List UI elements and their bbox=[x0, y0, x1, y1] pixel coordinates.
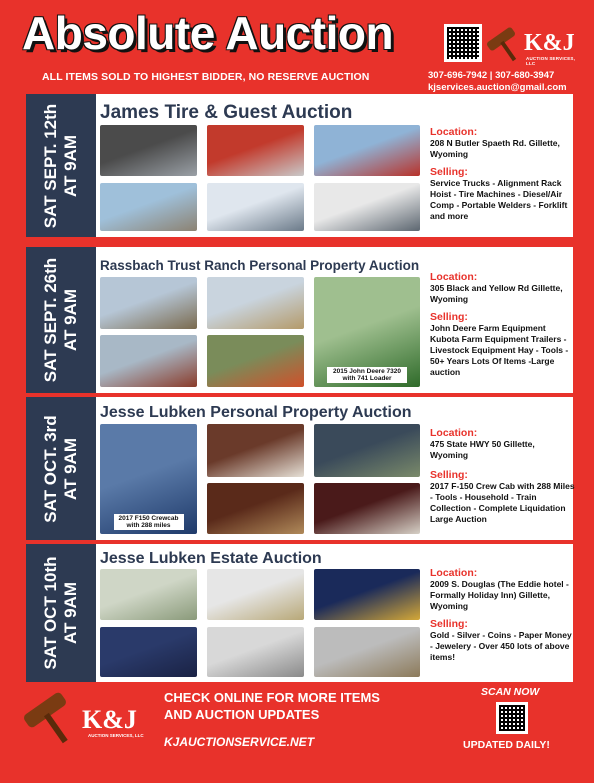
auction-photo bbox=[314, 424, 420, 477]
selling-label: Selling: bbox=[430, 166, 468, 178]
location-label: Location: bbox=[430, 126, 478, 138]
selling-label: Selling: bbox=[430, 311, 468, 323]
auction-photo bbox=[207, 627, 304, 677]
photo-caption: 2015 John Deere 7320 with 741 Loader bbox=[327, 367, 407, 383]
auction-date: SAT OCT. 3rd AT 9AM bbox=[41, 414, 80, 523]
auction-photo bbox=[207, 483, 304, 534]
auction-info bbox=[430, 271, 575, 378]
auction-section-3 bbox=[26, 397, 573, 540]
auction-section-1 bbox=[26, 94, 573, 237]
auction-info bbox=[430, 126, 575, 222]
selling-text: 2017 F-150 Crew Cab with 288 Miles - Tools - Household - Train Collection - Complete Liquidation Large Auction bbox=[430, 481, 575, 524]
tagline: ALL ITEMS SOLD TO HIGHEST BIDDER, NO RESERVE AUCTION bbox=[42, 71, 370, 83]
auction-date: SAT SEPT. 12th AT 9AM bbox=[41, 103, 80, 228]
footer-brand-subtitle: AUCTION SERVICES, LLC bbox=[88, 733, 144, 738]
auction-info bbox=[430, 427, 575, 525]
website-link[interactable]: KJAUCTIONSERVICE.NET bbox=[164, 735, 315, 749]
date-band bbox=[26, 247, 96, 393]
qr-code-icon[interactable] bbox=[444, 24, 482, 62]
auction-photo bbox=[100, 125, 197, 176]
brand-subtitle: AUCTION SERVICES, LLC bbox=[526, 56, 576, 66]
auction-photo bbox=[314, 125, 420, 176]
location-label: Location: bbox=[430, 427, 478, 439]
selling-text: John Deere Farm Equipment Kubota Farm Equipment Trailers - Livestock Equipment Hay - Tools - 50+ Years Lots Of Items -Large auction bbox=[430, 323, 569, 377]
footer-brand-name: K&J bbox=[82, 705, 137, 734]
auction-photo bbox=[207, 335, 304, 387]
auction-photo bbox=[314, 569, 420, 620]
brand-logo bbox=[486, 22, 578, 66]
selling-text: Service Trucks - Alignment Rack Hoist - Tire Machines - Diesel/Air Comp - Portable Welders - Forklift and more bbox=[430, 178, 568, 221]
auction-photo bbox=[314, 183, 420, 231]
auction-photo bbox=[314, 627, 420, 677]
auction-section-4 bbox=[26, 544, 573, 682]
location-text: 475 State HWY 50 Gillette, Wyoming bbox=[430, 439, 535, 460]
auction-title: Jesse Lubken Estate Auction bbox=[100, 550, 322, 567]
selling-label: Selling: bbox=[430, 618, 468, 630]
location-text: 305 Black and Yellow Rd Gillette, Wyoming bbox=[430, 283, 563, 304]
auction-photo bbox=[207, 569, 304, 620]
location-text: 208 N Butler Spaeth Rd. Gillette, Wyoming bbox=[430, 138, 560, 159]
auction-photo bbox=[207, 183, 304, 231]
auction-info bbox=[430, 567, 575, 663]
selling-text: Gold - Silver - Coins - Paper Money - Jewelery - Over 450 lots of above items! bbox=[430, 630, 572, 662]
date-band bbox=[26, 94, 96, 237]
auction-photo bbox=[100, 424, 197, 534]
gavel-icon bbox=[22, 691, 67, 729]
brand-name: K&J bbox=[524, 30, 575, 56]
phone-numbers: 307-696-7942 | 307-680-3947 bbox=[428, 70, 555, 81]
auction-photo bbox=[100, 335, 197, 387]
auction-photo bbox=[314, 277, 420, 387]
gavel-icon bbox=[486, 26, 516, 51]
location-label: Location: bbox=[430, 567, 478, 579]
page-title: Absolute Auction bbox=[22, 7, 394, 59]
auction-title: Jesse Lubken Personal Property Auction bbox=[100, 404, 412, 421]
auction-photo bbox=[207, 125, 304, 176]
date-band bbox=[26, 397, 96, 540]
auction-photo bbox=[100, 569, 197, 620]
auction-photo bbox=[207, 424, 304, 477]
location-label: Location: bbox=[430, 271, 478, 283]
auction-photo bbox=[100, 277, 197, 329]
scan-now-label: SCAN NOW bbox=[481, 686, 540, 698]
selling-label: Selling: bbox=[430, 469, 468, 481]
auction-photo bbox=[207, 277, 304, 329]
location-text: 2009 S. Douglas (The Eddie hotel - Formally Holiday Inn) Gillette, Wyoming bbox=[430, 579, 569, 611]
contact-info bbox=[428, 70, 567, 94]
auction-photo bbox=[100, 183, 197, 231]
call-to-action: CHECK ONLINE FOR MORE ITEMS AND AUCTION UPDATES bbox=[164, 690, 380, 722]
updated-daily-label: UPDATED DAILY! bbox=[463, 739, 550, 751]
auction-date: SAT SEPT. 26th AT 9AM bbox=[41, 257, 80, 383]
auction-photo bbox=[100, 627, 197, 677]
photo-caption: 2017 F150 Crewcab with 288 miles bbox=[114, 514, 184, 530]
auction-photo bbox=[314, 483, 420, 534]
qr-code-icon[interactable] bbox=[496, 702, 528, 734]
auction-title: James Tire & Guest Auction bbox=[100, 102, 353, 123]
header bbox=[0, 0, 594, 92]
date-band bbox=[26, 544, 96, 682]
email-address: kjservices.auction@gmail.com bbox=[428, 82, 567, 93]
auction-section-2 bbox=[26, 247, 573, 393]
auction-date: SAT OCT 10th AT 9AM bbox=[41, 556, 80, 670]
auction-title: Rassbach Trust Ranch Personal Property Auction bbox=[100, 258, 420, 273]
